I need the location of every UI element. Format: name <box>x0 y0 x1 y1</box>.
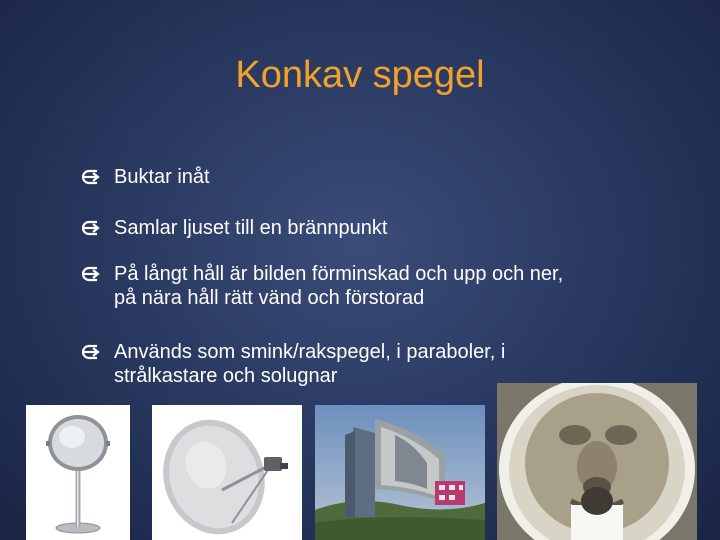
curved-arrow-icon <box>80 340 102 364</box>
concave-mirror-face-photo <box>497 383 697 540</box>
bullet-text-line: strålkastare och solugnar <box>114 365 338 387</box>
slide-title: Konkav spegel <box>235 54 485 96</box>
solar-furnace-photo <box>315 405 485 540</box>
bullet-text: Buktar inåt <box>114 166 210 188</box>
bullet-text-line: Används som smink/rakspegel, i paraboler, i <box>114 341 506 363</box>
curved-arrow-icon <box>80 216 102 240</box>
curved-arrow-icon <box>80 262 102 286</box>
makeup-mirror-photo <box>26 405 130 540</box>
bullet-item <box>80 340 505 388</box>
bullet-text: Samlar ljuset till en brännpunkt <box>114 217 388 239</box>
bullet-item <box>80 262 563 310</box>
satellite-dish-photo <box>152 405 302 540</box>
curved-arrow-icon <box>80 165 102 189</box>
bullet-item <box>80 165 210 189</box>
bullet-text-line: På långt håll är bilden förminskad och upp och ner, <box>114 263 564 285</box>
bullet-text-line: på nära håll rätt vänd och förstorad <box>114 287 425 309</box>
bullet-item <box>80 216 387 240</box>
